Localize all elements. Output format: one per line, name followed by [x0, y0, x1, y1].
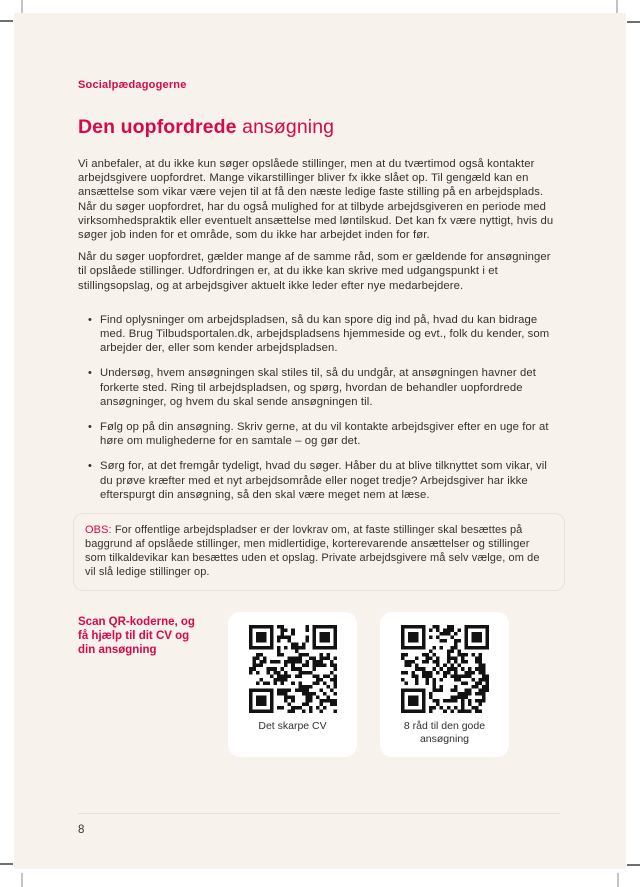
qr-caption: 8 råd til den gode ansøgning — [403, 720, 486, 746]
crop-mark — [21, 873, 23, 887]
obs-text: For offentlige arbejdspladser er der lovkrav om, at faste stillinger skal besættes på baggrund af opslåede stillinger, men midlertidige, korterevarende ansættelser og stillinger som tilkaldevikar kan besættes uden et opslag. Private arbejdsgivere må selv vælge, om de vil slå ledige stillinger op. — [85, 524, 540, 579]
qr-card — [228, 612, 357, 757]
qr-code-icon — [249, 625, 337, 713]
qr-code-icon — [401, 625, 489, 713]
crop-mark — [616, 0, 618, 13]
bullet-text: Find oplysninger om arbejdspladsen, så du kan spore dig ind på, hvad du kan bidrage med. Brug Tilbudsportalen.dk, arbejdspladsens hjemmeside og evt., folk du kender, som arbejder der, eller som kender arbejdspladsen. — [100, 313, 550, 355]
body-paragraph: Vi anbefaler, at du ikke kun søger opslåede stillinger, men at du tværtimod også kontakter arbejdsgivere uopfordret. Mange vikarstillinger bliver fx ikke slået op. Til gengæld kan en ansættelse som vikar være vejen til at få den næste ledige faste stilling på en arbejdsplads. Når du søger uopfordret, har du også mulighed for at tilbyde arbejdsgiveren en periode med virksomhedspraktik eller eventuelt ansættelse med løntilskud. Det kan fx være nyttigt, hvis du søger job inden for et område, som du ikke har arbejdet inden for før. — [78, 158, 554, 242]
body-paragraph: Når du søger uopfordret, gælder mange af de samme råd, som er gældende for ansøgninger til opslåede stillinger. Udfordringen er, at du ikke kan skrive med udgangspunkt i et stillingsopslag, og at arbejdsgiver aktuelt ikke leder efter nye medarbejdere. — [78, 251, 551, 292]
crop-mark — [627, 864, 640, 866]
qr-caption: Det skarpe CV — [258, 720, 327, 733]
crop-mark — [627, 21, 640, 23]
page-title-bold: Den uopfordrede — [78, 116, 237, 138]
bullet-list — [78, 313, 560, 502]
bullet-item — [78, 313, 560, 356]
brand-label: Socialpædagogerne — [78, 79, 187, 91]
bullet-text: Følg op på din ansøgning. Skriv gerne, at du vil kontakte arbejdsgiver efter en uge for at høre om mulighederne for en samtale – og gør det. — [100, 421, 549, 448]
crop-mark — [617, 873, 619, 887]
bullet-item — [78, 366, 560, 409]
page-number: 8 — [78, 824, 85, 837]
bullet-item — [78, 459, 560, 502]
bullet-item — [78, 420, 560, 448]
crop-mark — [21, 0, 23, 13]
page-title-regular: ansøgning — [242, 116, 335, 138]
obs-label: OBS: — [85, 524, 112, 537]
qr-card — [380, 612, 509, 757]
crop-mark — [0, 20, 13, 22]
page-content — [78, 13, 560, 836]
page-background — [14, 13, 626, 869]
bullet-text: Undersøg, hvem ansøgningen skal stiles til, så du undgår, at ansøgningen havner det forkerte sted. Ring til arbejdspladsen, og spørg, hvordan de behandler uopfordrede ansøgninger, og hvem du skal sende ansøgningen til. — [100, 367, 536, 408]
qr-lead-text: Scan QR-koderne, og få hjælp til dit CV og din ansøgning — [78, 616, 195, 657]
obs-box — [73, 513, 565, 591]
footer-divider — [78, 813, 560, 814]
crop-mark — [0, 863, 13, 865]
page-title — [78, 116, 560, 138]
bullet-text: Sørg for, at det fremgår tydeligt, hvad du søger. Håber du at blive tilknyttet som vikar, vil du prøve kræfter med et nyt arbejdsområde eller noget tredje? Arbejdsgiver har ikke efterspurgt din ansøgning, så den skal være meget nem at læse. — [100, 460, 547, 501]
qr-section — [78, 612, 560, 757]
